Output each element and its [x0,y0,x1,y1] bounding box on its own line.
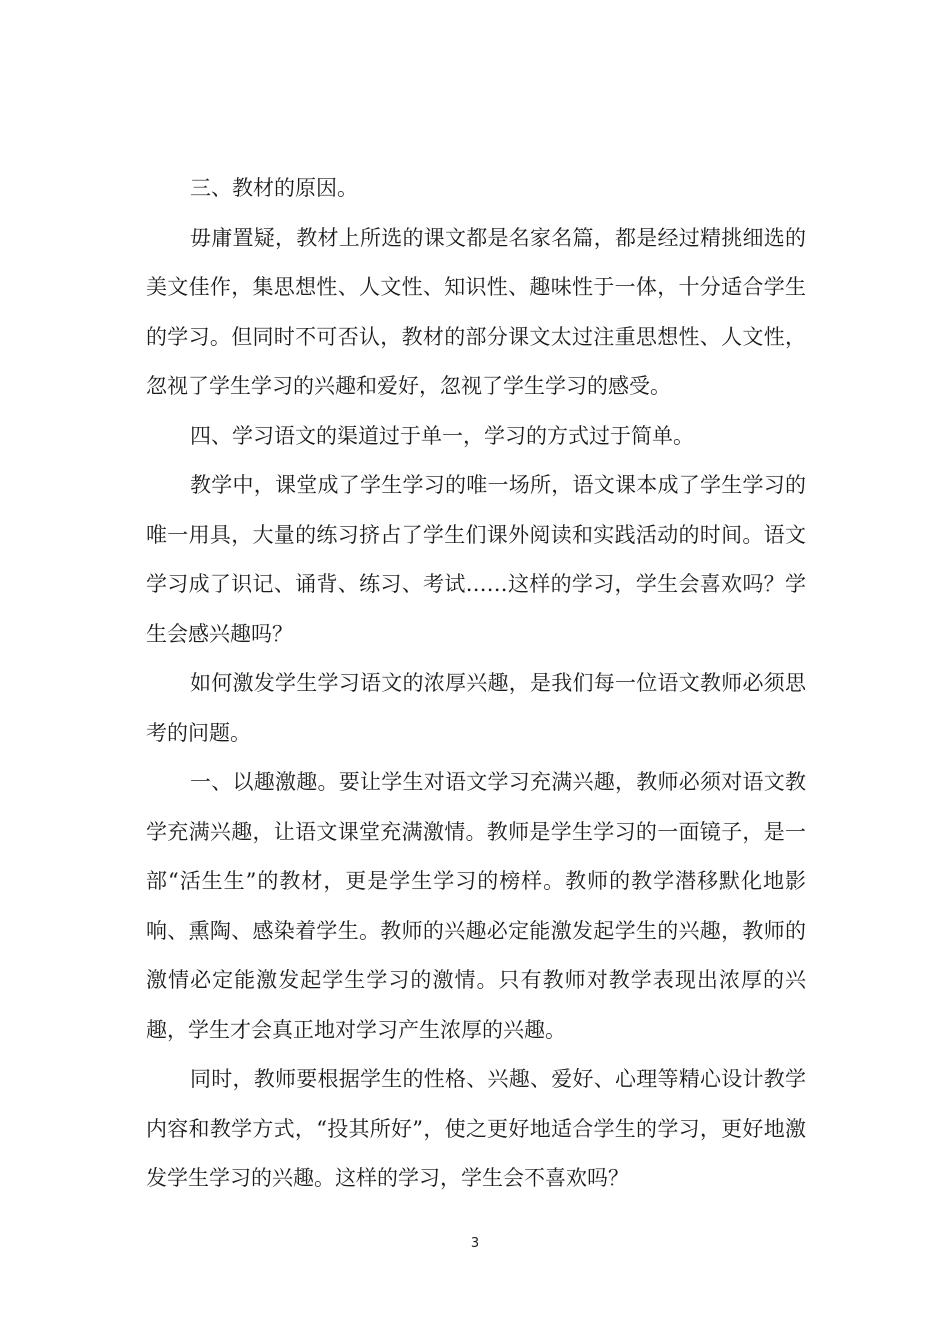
document-body [146,164,806,1204]
page-number: 3 [470,1236,480,1251]
paragraph: 一、以趣激趣。要让学生对语文学习充满兴趣，教师必须对语文教学充满兴趣，让语文课堂充满激情。教师是学生学习的一面镜子，是一部“活生生”的教材，更是学生学习的榜样。教师的教学潜移默化地影响、熏陶、感染着学生。教师的兴趣必定能激发起学生的兴趣，教师的激情必定能激发起学生学习的激情。只有教师对教学表现出浓厚的兴趣，学生才会真正地对学习产生浓厚的兴趣。 [146,770,806,1042]
paragraph: 教学中，课堂成了学生学习的唯一场所，语文课本成了学生学习的唯一用具，大量的练习挤占了学生们课外阅读和实践活动的时间。语文学习成了识记、诵背、练习、考试……这样的学习，学生会喜欢吗？学生会感兴趣吗？ [146,473,806,646]
paragraph: 如何激发学生学习语文的浓厚兴趣，是我们每一位语文教师必须思考的问题。 [146,671,806,745]
paragraph: 毋庸置疑，教材上所选的课文都是名家名篇，都是经过精挑细选的美文佳作，集思想性、人文性、知识性、趣味性于一体，十分适合学生的学习。但同时不可否认，教材的部分课文太过注重思想性、人文性，忽视了学生学习的兴趣和爱好，忽视了学生学习的感受。 [146,225,806,398]
paragraph: 三、教材的原因。 [190,176,358,200]
paragraph: 同时，教师要根据学生的性格、兴趣、爱好、心理等精心设计教学内容和教学方式，“投其所好”，使之更好地适合学生的学习，更好地激发学生学习的兴趣。这样的学习，学生会不喜欢吗？ [146,1067,806,1190]
paragraph: 四、学习语文的渠道过于单一，学习的方式过于简单。 [190,423,694,448]
